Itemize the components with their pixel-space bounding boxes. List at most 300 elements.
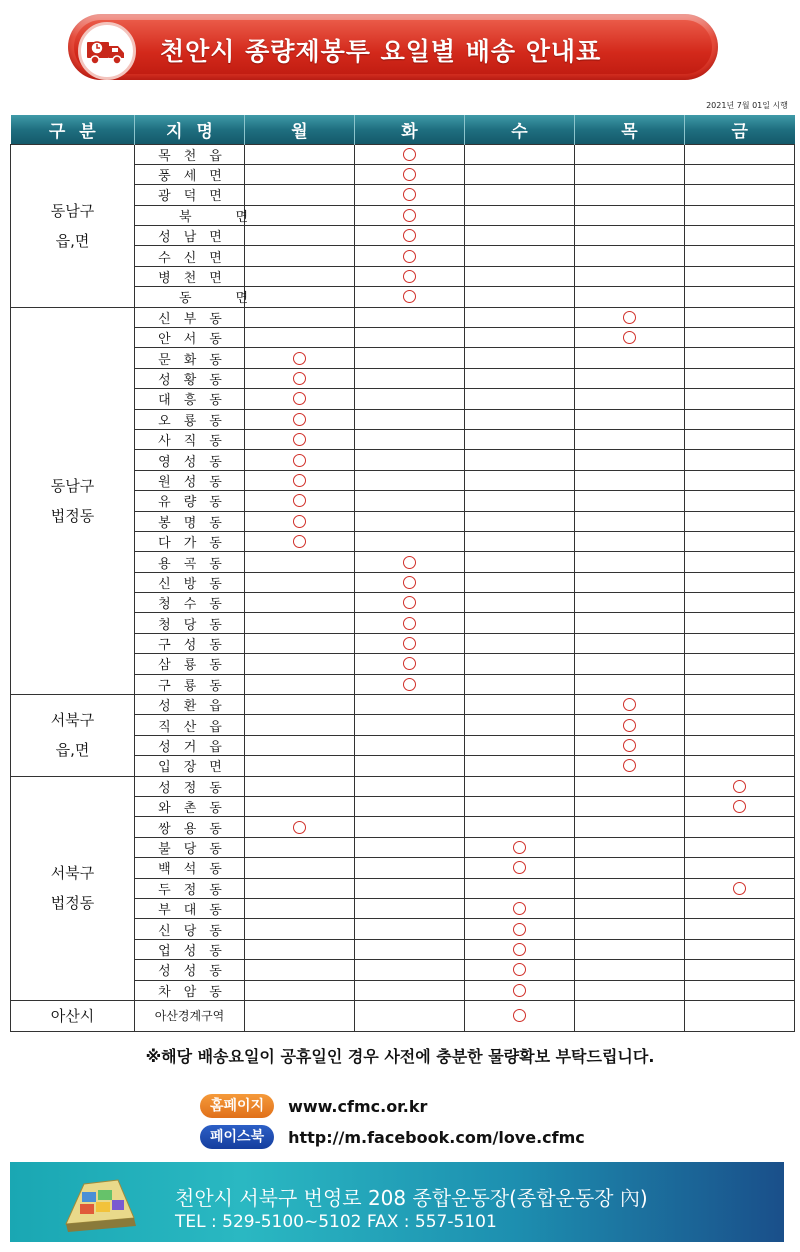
day-cell bbox=[245, 837, 355, 857]
day-cell bbox=[355, 144, 465, 164]
day-cell bbox=[245, 409, 355, 429]
delivery-circle-mark bbox=[513, 923, 526, 936]
day-cell bbox=[355, 776, 465, 796]
day-cell bbox=[465, 552, 575, 572]
day-cell bbox=[685, 470, 795, 490]
day-cell bbox=[355, 613, 465, 633]
day-cell bbox=[465, 164, 575, 184]
day-cell bbox=[245, 266, 355, 286]
day-cell bbox=[245, 368, 355, 388]
delivery-circle-mark bbox=[623, 331, 636, 344]
delivery-circle-mark bbox=[513, 943, 526, 956]
day-cell bbox=[355, 715, 465, 735]
day-cell bbox=[355, 960, 465, 980]
delivery-circle-mark bbox=[293, 413, 306, 426]
day-cell bbox=[685, 674, 795, 694]
day-cell bbox=[685, 450, 795, 470]
day-cell bbox=[575, 429, 685, 449]
day-cell bbox=[575, 980, 685, 1000]
region-cell: 아산시 bbox=[11, 1000, 135, 1031]
col-header-category: 구분 bbox=[11, 115, 135, 144]
day-cell bbox=[575, 633, 685, 653]
delivery-circle-mark bbox=[403, 188, 416, 201]
table-row bbox=[11, 1000, 795, 1031]
day-cell bbox=[355, 939, 465, 959]
day-cell bbox=[685, 919, 795, 939]
day-cell bbox=[465, 878, 575, 898]
delivery-circle-mark bbox=[733, 882, 746, 895]
table-header-row bbox=[11, 115, 795, 144]
day-cell bbox=[355, 817, 465, 837]
town-name-cell: 풍세면 bbox=[135, 164, 245, 184]
day-cell bbox=[575, 328, 685, 348]
region-cell: 동남구 법정동 bbox=[11, 307, 135, 694]
day-cell bbox=[685, 368, 795, 388]
day-cell bbox=[465, 328, 575, 348]
day-cell bbox=[355, 919, 465, 939]
day-cell bbox=[575, 348, 685, 368]
day-cell bbox=[685, 185, 795, 205]
day-cell bbox=[465, 531, 575, 551]
day-cell bbox=[355, 164, 465, 184]
day-cell bbox=[575, 552, 685, 572]
day-cell bbox=[575, 307, 685, 327]
day-cell bbox=[465, 960, 575, 980]
day-cell bbox=[575, 226, 685, 246]
day-cell bbox=[685, 429, 795, 449]
town-name-cell: 북면 bbox=[135, 205, 245, 225]
town-name-cell: 성황동 bbox=[135, 368, 245, 388]
day-cell bbox=[465, 1000, 575, 1031]
day-cell bbox=[465, 613, 575, 633]
day-cell bbox=[355, 674, 465, 694]
day-cell bbox=[685, 817, 795, 837]
town-name-cell: 문화동 bbox=[135, 348, 245, 368]
homepage-row bbox=[200, 1093, 427, 1119]
day-cell bbox=[245, 164, 355, 184]
day-cell bbox=[575, 205, 685, 225]
day-cell bbox=[575, 491, 685, 511]
day-cell bbox=[685, 511, 795, 531]
town-name-cell: 성환읍 bbox=[135, 695, 245, 715]
day-cell bbox=[575, 164, 685, 184]
delivery-circle-mark bbox=[733, 780, 746, 793]
delivery-circle-mark bbox=[403, 148, 416, 161]
day-cell bbox=[685, 246, 795, 266]
town-name-cell: 영성동 bbox=[135, 450, 245, 470]
facebook-link[interactable]: http://m.facebook.com/love.cfmc bbox=[288, 1127, 585, 1147]
day-cell bbox=[575, 593, 685, 613]
delivery-circle-mark bbox=[403, 229, 416, 242]
town-name-cell: 원성동 bbox=[135, 470, 245, 490]
town-name-cell: 불당동 bbox=[135, 837, 245, 857]
day-cell bbox=[575, 735, 685, 755]
day-cell bbox=[245, 776, 355, 796]
day-cell bbox=[465, 205, 575, 225]
day-cell bbox=[465, 837, 575, 857]
town-name-cell: 두정동 bbox=[135, 878, 245, 898]
day-cell bbox=[575, 511, 685, 531]
day-cell bbox=[245, 797, 355, 817]
day-cell bbox=[465, 266, 575, 286]
day-cell bbox=[685, 654, 795, 674]
day-cell bbox=[575, 898, 685, 918]
town-name-cell: 성정동 bbox=[135, 776, 245, 796]
delivery-circle-mark bbox=[293, 372, 306, 385]
delivery-circle-mark bbox=[623, 719, 636, 732]
town-name-cell: 광덕면 bbox=[135, 185, 245, 205]
town-name-cell: 신방동 bbox=[135, 572, 245, 592]
day-cell bbox=[685, 939, 795, 959]
day-cell bbox=[685, 980, 795, 1000]
day-cell bbox=[245, 858, 355, 878]
day-cell bbox=[355, 205, 465, 225]
day-cell bbox=[685, 572, 795, 592]
effective-date: 2021년 7월 01일 시행 bbox=[706, 101, 788, 110]
delivery-circle-mark bbox=[293, 474, 306, 487]
delivery-circle-mark bbox=[513, 902, 526, 915]
day-cell bbox=[355, 491, 465, 511]
day-cell bbox=[575, 858, 685, 878]
day-cell bbox=[355, 348, 465, 368]
delivery-circle-mark bbox=[513, 963, 526, 976]
delivery-circle-mark bbox=[623, 739, 636, 752]
delivery-circle-mark bbox=[293, 454, 306, 467]
delivery-circle-mark bbox=[293, 352, 306, 365]
day-cell bbox=[685, 756, 795, 776]
footer-address: 천안시 서북구 번영로 208 종합운동장(종합운동장 內) bbox=[175, 1186, 648, 1210]
town-name-cell: 신부동 bbox=[135, 307, 245, 327]
delivery-circle-mark bbox=[293, 821, 306, 834]
delivery-circle-mark bbox=[513, 841, 526, 854]
day-cell bbox=[245, 919, 355, 939]
homepage-label: 홈페이지 bbox=[200, 1094, 274, 1118]
day-cell bbox=[575, 817, 685, 837]
delivery-circle-mark bbox=[403, 678, 416, 691]
day-cell bbox=[245, 450, 355, 470]
table-body bbox=[11, 144, 795, 1031]
day-cell bbox=[575, 939, 685, 959]
day-cell bbox=[245, 613, 355, 633]
day-cell bbox=[245, 491, 355, 511]
town-name-cell: 목천읍 bbox=[135, 144, 245, 164]
homepage-link[interactable]: www.cfmc.or.kr bbox=[288, 1096, 428, 1116]
col-header-thu: 목 bbox=[575, 115, 685, 144]
day-cell bbox=[245, 695, 355, 715]
region-cell: 서북구 법정동 bbox=[11, 776, 135, 1000]
day-cell bbox=[465, 429, 575, 449]
day-cell bbox=[245, 898, 355, 918]
day-cell bbox=[245, 328, 355, 348]
day-cell bbox=[465, 144, 575, 164]
day-cell bbox=[355, 837, 465, 857]
holiday-notice: ※해당 배송요일이 공휴일인 경우 사전에 충분한 물량확보 부탁드립니다. bbox=[145, 1047, 655, 1066]
day-cell bbox=[245, 226, 355, 246]
town-name-cell: 성남면 bbox=[135, 226, 245, 246]
day-cell bbox=[685, 898, 795, 918]
organization-logo-icon bbox=[60, 1174, 140, 1236]
page-title: 천안시 종량제봉투 요일별 배송 안내표 bbox=[160, 37, 602, 66]
town-name-cell: 직산읍 bbox=[135, 715, 245, 735]
day-cell bbox=[465, 654, 575, 674]
facebook-row bbox=[200, 1124, 585, 1150]
day-cell bbox=[355, 735, 465, 755]
delivery-circle-mark bbox=[623, 311, 636, 324]
day-cell bbox=[245, 389, 355, 409]
town-name-cell: 쌍용동 bbox=[135, 817, 245, 837]
table-row bbox=[11, 307, 795, 327]
delivery-circle-mark bbox=[293, 535, 306, 548]
day-cell bbox=[355, 511, 465, 531]
day-cell bbox=[465, 491, 575, 511]
town-name-cell: 봉명동 bbox=[135, 511, 245, 531]
day-cell bbox=[465, 348, 575, 368]
day-cell bbox=[245, 674, 355, 694]
day-cell bbox=[575, 409, 685, 429]
day-cell bbox=[465, 735, 575, 755]
town-name-cell: 부대동 bbox=[135, 898, 245, 918]
town-name-cell: 신당동 bbox=[135, 919, 245, 939]
day-cell bbox=[465, 246, 575, 266]
day-cell bbox=[465, 919, 575, 939]
day-cell bbox=[465, 633, 575, 653]
day-cell bbox=[465, 939, 575, 959]
day-cell bbox=[575, 368, 685, 388]
town-name-cell: 다가동 bbox=[135, 531, 245, 551]
delivery-circle-mark bbox=[293, 433, 306, 446]
day-cell bbox=[355, 328, 465, 348]
town-name-cell: 구룡동 bbox=[135, 674, 245, 694]
day-cell bbox=[355, 980, 465, 1000]
day-cell bbox=[685, 348, 795, 368]
town-name-cell: 삼룡동 bbox=[135, 654, 245, 674]
day-cell bbox=[685, 531, 795, 551]
delivery-circle-mark bbox=[403, 576, 416, 589]
day-cell bbox=[685, 960, 795, 980]
town-name-cell: 청당동 bbox=[135, 613, 245, 633]
town-name-cell: 업성동 bbox=[135, 939, 245, 959]
table-row bbox=[11, 695, 795, 715]
town-name-cell: 수신면 bbox=[135, 246, 245, 266]
day-cell bbox=[355, 878, 465, 898]
day-cell bbox=[685, 715, 795, 735]
delivery-circle-mark bbox=[403, 209, 416, 222]
day-cell bbox=[465, 695, 575, 715]
delivery-circle-mark bbox=[513, 861, 526, 874]
day-cell bbox=[575, 185, 685, 205]
day-cell bbox=[355, 572, 465, 592]
delivery-circle-mark bbox=[403, 657, 416, 670]
day-cell bbox=[245, 735, 355, 755]
day-cell bbox=[355, 185, 465, 205]
day-cell bbox=[575, 266, 685, 286]
day-cell bbox=[575, 960, 685, 980]
delivery-circle-mark bbox=[403, 270, 416, 283]
day-cell bbox=[245, 511, 355, 531]
day-cell bbox=[465, 715, 575, 735]
day-cell bbox=[685, 164, 795, 184]
day-cell bbox=[355, 307, 465, 327]
delivery-schedule-table bbox=[10, 115, 795, 1032]
day-cell bbox=[685, 552, 795, 572]
day-cell bbox=[355, 654, 465, 674]
day-cell bbox=[245, 429, 355, 449]
town-name-cell: 안서동 bbox=[135, 328, 245, 348]
day-cell bbox=[465, 756, 575, 776]
day-cell bbox=[685, 613, 795, 633]
day-cell bbox=[245, 654, 355, 674]
day-cell bbox=[685, 491, 795, 511]
delivery-circle-mark bbox=[513, 1009, 526, 1022]
day-cell bbox=[355, 858, 465, 878]
day-cell bbox=[685, 797, 795, 817]
col-header-mon: 월 bbox=[245, 115, 355, 144]
day-cell bbox=[575, 695, 685, 715]
day-cell bbox=[685, 1000, 795, 1031]
day-cell bbox=[355, 389, 465, 409]
town-name-cell: 차암동 bbox=[135, 980, 245, 1000]
day-cell bbox=[355, 593, 465, 613]
day-cell bbox=[465, 898, 575, 918]
day-cell bbox=[575, 613, 685, 633]
table-row bbox=[11, 776, 795, 796]
day-cell bbox=[465, 307, 575, 327]
day-cell bbox=[355, 797, 465, 817]
day-cell bbox=[245, 144, 355, 164]
day-cell bbox=[245, 633, 355, 653]
region-cell: 동남구 읍,면 bbox=[11, 144, 135, 307]
day-cell bbox=[575, 450, 685, 470]
town-name-cell: 병천면 bbox=[135, 266, 245, 286]
day-cell bbox=[575, 674, 685, 694]
day-cell bbox=[465, 674, 575, 694]
day-cell bbox=[575, 878, 685, 898]
day-cell bbox=[355, 226, 465, 246]
day-cell bbox=[685, 307, 795, 327]
day-cell bbox=[245, 246, 355, 266]
delivery-circle-mark bbox=[403, 596, 416, 609]
town-name-cell: 유량동 bbox=[135, 491, 245, 511]
region-cell: 서북구 읍,면 bbox=[11, 695, 135, 777]
col-header-place: 지명 bbox=[135, 115, 245, 144]
day-cell bbox=[465, 287, 575, 307]
day-cell bbox=[685, 328, 795, 348]
town-name-cell: 대흥동 bbox=[135, 389, 245, 409]
town-name-cell: 용곡동 bbox=[135, 552, 245, 572]
day-cell bbox=[245, 756, 355, 776]
day-cell bbox=[245, 980, 355, 1000]
day-cell bbox=[685, 593, 795, 613]
day-cell bbox=[685, 878, 795, 898]
town-name-cell: 오룡동 bbox=[135, 409, 245, 429]
town-name-cell: 사직동 bbox=[135, 429, 245, 449]
col-header-fri: 금 bbox=[685, 115, 795, 144]
day-cell bbox=[685, 389, 795, 409]
day-cell bbox=[685, 776, 795, 796]
day-cell bbox=[465, 511, 575, 531]
day-cell bbox=[355, 429, 465, 449]
day-cell bbox=[575, 654, 685, 674]
day-cell bbox=[575, 919, 685, 939]
day-cell bbox=[355, 756, 465, 776]
footer-banner bbox=[10, 1162, 784, 1242]
delivery-circle-mark bbox=[403, 290, 416, 303]
day-cell bbox=[465, 409, 575, 429]
day-cell bbox=[245, 348, 355, 368]
day-cell bbox=[575, 389, 685, 409]
day-cell bbox=[355, 409, 465, 429]
day-cell bbox=[465, 797, 575, 817]
day-cell bbox=[355, 633, 465, 653]
day-cell bbox=[245, 960, 355, 980]
col-header-tue: 화 bbox=[355, 115, 465, 144]
day-cell bbox=[465, 389, 575, 409]
day-cell bbox=[245, 817, 355, 837]
delivery-circle-mark bbox=[293, 494, 306, 507]
col-header-wed: 수 bbox=[465, 115, 575, 144]
day-cell bbox=[245, 593, 355, 613]
day-cell bbox=[575, 837, 685, 857]
day-cell bbox=[575, 1000, 685, 1031]
day-cell bbox=[465, 776, 575, 796]
day-cell bbox=[465, 470, 575, 490]
day-cell bbox=[355, 531, 465, 551]
delivery-circle-mark bbox=[293, 515, 306, 528]
day-cell bbox=[355, 287, 465, 307]
day-cell bbox=[575, 776, 685, 796]
day-cell bbox=[685, 226, 795, 246]
day-cell bbox=[685, 266, 795, 286]
day-cell bbox=[355, 552, 465, 572]
facebook-label: 페이스북 bbox=[200, 1125, 274, 1149]
day-cell bbox=[245, 878, 355, 898]
delivery-circle-mark bbox=[513, 984, 526, 997]
footer-phone: TEL : 529-5100~5102 FAX : 557-5101 bbox=[175, 1212, 497, 1232]
delivery-circle-mark bbox=[403, 250, 416, 263]
day-cell bbox=[575, 531, 685, 551]
day-cell bbox=[685, 837, 795, 857]
day-cell bbox=[465, 368, 575, 388]
town-name-cell: 아산경계구역 bbox=[135, 1000, 245, 1031]
delivery-circle-mark bbox=[733, 800, 746, 813]
day-cell bbox=[245, 572, 355, 592]
day-cell bbox=[575, 797, 685, 817]
day-cell bbox=[245, 939, 355, 959]
day-cell bbox=[245, 531, 355, 551]
town-name-cell: 성거읍 bbox=[135, 735, 245, 755]
delivery-circle-mark bbox=[403, 617, 416, 630]
town-name-cell: 백석동 bbox=[135, 858, 245, 878]
delivery-truck-icon bbox=[78, 22, 136, 80]
day-cell bbox=[245, 715, 355, 735]
town-name-cell: 입장면 bbox=[135, 756, 245, 776]
day-cell bbox=[575, 756, 685, 776]
day-cell bbox=[355, 266, 465, 286]
day-cell bbox=[685, 144, 795, 164]
table-row bbox=[11, 144, 795, 164]
town-name-cell: 성성동 bbox=[135, 960, 245, 980]
delivery-circle-mark bbox=[403, 556, 416, 569]
town-name-cell: 구성동 bbox=[135, 633, 245, 653]
day-cell bbox=[465, 450, 575, 470]
day-cell bbox=[245, 307, 355, 327]
day-cell bbox=[465, 980, 575, 1000]
day-cell bbox=[685, 205, 795, 225]
day-cell bbox=[465, 226, 575, 246]
delivery-circle-mark bbox=[403, 168, 416, 181]
day-cell bbox=[245, 185, 355, 205]
day-cell bbox=[685, 695, 795, 715]
